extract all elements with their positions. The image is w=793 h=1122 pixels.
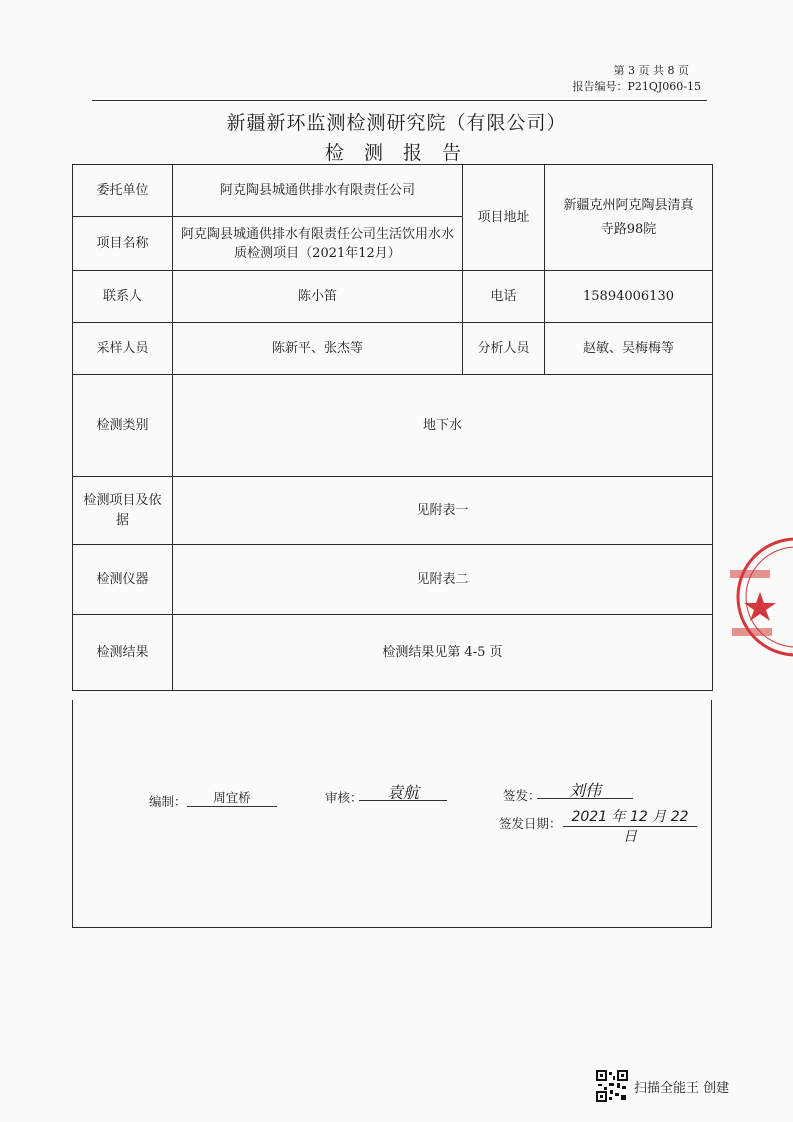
scanner-watermark xyxy=(596,1068,729,1104)
seal-icon xyxy=(726,532,793,662)
project-address-label: 项目地址 xyxy=(463,165,545,271)
reviewed-line xyxy=(359,780,447,801)
issued-label: 签发： xyxy=(503,788,541,803)
compiled-label: 编制： xyxy=(149,794,187,809)
instrument-label: 检测仪器 xyxy=(73,545,173,615)
result-value: 检测结果见第 4-5 页 xyxy=(173,615,713,691)
items-value: 见附表一 xyxy=(173,477,713,545)
project-name-value: 阿克陶县城通供排水有限责任公司生活饮用水水质检测项目（2021年12月） xyxy=(173,217,463,271)
category-label: 检测类别 xyxy=(73,375,173,477)
contact-label: 联系人 xyxy=(73,271,173,323)
header-rule xyxy=(92,100,707,101)
category-value: 地下水 xyxy=(173,375,713,477)
signature-area xyxy=(72,700,712,928)
phone-label: 电话 xyxy=(463,271,545,323)
report-number: 报告编号：P21QJ060-15 xyxy=(572,80,701,93)
issue-date-line xyxy=(563,806,697,845)
sampler-value: 陈新平、张杰等 xyxy=(173,323,463,375)
instrument-value: 见附表二 xyxy=(173,545,713,615)
compiled-line xyxy=(187,788,277,807)
compiled-signature: 周宜桥 xyxy=(213,790,251,805)
result-label: 检测结果 xyxy=(73,615,173,691)
issue-date-label: 签发日期： xyxy=(499,816,562,831)
issued-line xyxy=(537,778,633,799)
phone-value: 15894006130 xyxy=(545,271,713,323)
reviewed-signature: 袁航 xyxy=(386,783,419,802)
document-title: 检 测 报 告 xyxy=(324,142,469,164)
official-seal xyxy=(726,532,793,662)
issued-signature: 刘伟 xyxy=(568,781,601,800)
issue-date-value: 2021 年 12 月 22 日 xyxy=(571,809,689,845)
qr-code-icon xyxy=(596,1070,628,1102)
project-name-label: 项目名称 xyxy=(73,217,173,271)
client-label: 委托单位 xyxy=(73,165,173,217)
scanner-text: 扫描全能王 创建 xyxy=(634,1080,730,1096)
institute-name: 新疆新环监测检测研究院（有限公司） xyxy=(226,112,567,134)
contact-value: 陈小笛 xyxy=(173,271,463,323)
page-number: 第 3 页 共 8 页 xyxy=(613,64,689,77)
items-label: 检测项目及依据 xyxy=(73,477,173,545)
client-value: 阿克陶县城通供排水有限责任公司 xyxy=(173,165,463,217)
sampler-label: 采样人员 xyxy=(73,323,173,375)
report-form-table xyxy=(72,164,713,691)
analyst-value: 赵敏、吴梅梅等 xyxy=(545,323,713,375)
analyst-label: 分析人员 xyxy=(463,323,545,375)
project-address-value: 新疆克州阿克陶县清真寺路98院 xyxy=(545,165,713,271)
reviewed-label: 审核： xyxy=(325,790,363,805)
